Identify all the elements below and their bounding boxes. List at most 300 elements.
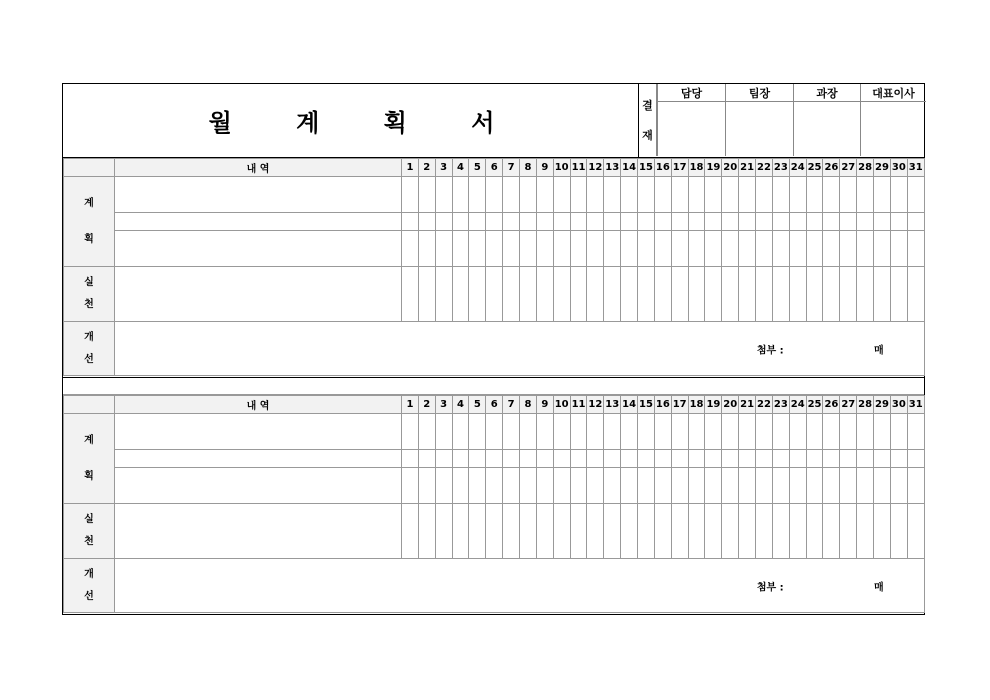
plan-day-cell[interactable]: [435, 177, 452, 213]
plan-day-cell[interactable]: [469, 450, 486, 468]
plan-day-cell[interactable]: [402, 468, 419, 504]
plan-day-cell[interactable]: [452, 231, 469, 267]
practice-day-cell[interactable]: [890, 504, 907, 559]
schedule-grid: [63, 158, 925, 376]
plan-day-cell[interactable]: [772, 213, 789, 231]
plan-day-cell[interactable]: [621, 414, 638, 450]
practice-day-cell[interactable]: [621, 504, 638, 559]
plan-day-cell[interactable]: [520, 468, 537, 504]
plan-day-cell[interactable]: [806, 468, 823, 504]
plan-day-cell[interactable]: [705, 177, 722, 213]
plan-day-cell[interactable]: [469, 213, 486, 231]
plan-day-cell[interactable]: [722, 213, 739, 231]
improve-content-cell[interactable]: [115, 559, 925, 613]
plan-day-cell[interactable]: [874, 468, 891, 504]
plan-day-cell[interactable]: [654, 177, 671, 213]
plan-day-cell[interactable]: [469, 468, 486, 504]
plan-day-cell[interactable]: [722, 177, 739, 213]
day-header: 11: [570, 396, 587, 414]
practice-day-cell[interactable]: [789, 267, 806, 322]
practice-day-cell[interactable]: [536, 504, 553, 559]
day-header: 21: [739, 396, 756, 414]
plan-day-cell[interactable]: [503, 177, 520, 213]
plan-day-cell[interactable]: [874, 414, 891, 450]
plan-day-cell[interactable]: [789, 414, 806, 450]
plan-label: 계 획: [64, 177, 115, 267]
plan-day-cell[interactable]: [756, 177, 773, 213]
practice-day-cell[interactable]: [705, 267, 722, 322]
practice-day-cell[interactable]: [688, 504, 705, 559]
plan-day-cell[interactable]: [722, 450, 739, 468]
plan-day-cell[interactable]: [570, 231, 587, 267]
plan-label: 계 획: [64, 414, 115, 504]
plan-day-cell[interactable]: [857, 231, 874, 267]
plan-day-cell[interactable]: [806, 450, 823, 468]
plan-day-cell[interactable]: [553, 468, 570, 504]
plan-day-cell[interactable]: [503, 414, 520, 450]
practice-day-cell[interactable]: [553, 504, 570, 559]
day-header: 15: [638, 159, 655, 177]
plan-day-cell[interactable]: [402, 414, 419, 450]
practice-day-cell[interactable]: [772, 267, 789, 322]
day-header: 10: [553, 159, 570, 177]
plan-day-cell[interactable]: [722, 231, 739, 267]
practice-day-cell[interactable]: [739, 504, 756, 559]
schedule-grid: [63, 395, 925, 613]
practice-label: 실 천: [64, 267, 115, 322]
plan-day-cell[interactable]: [890, 231, 907, 267]
practice-day-cell[interactable]: [418, 504, 435, 559]
plan-day-cell[interactable]: [402, 450, 419, 468]
plan-day-cell[interactable]: [756, 414, 773, 450]
plan-day-cell[interactable]: [739, 468, 756, 504]
plan-day-cell[interactable]: [857, 213, 874, 231]
plan-day-cell[interactable]: [840, 213, 857, 231]
day-header: 24: [789, 396, 806, 414]
plan-day-cell[interactable]: [806, 414, 823, 450]
plan-day-cell[interactable]: [621, 177, 638, 213]
practice-day-cell[interactable]: [452, 267, 469, 322]
plan-day-cell[interactable]: [486, 177, 503, 213]
practice-day-cell[interactable]: [840, 267, 857, 322]
practice-day-cell[interactable]: [402, 267, 419, 322]
plan-day-cell[interactable]: [840, 450, 857, 468]
approval-column-ceo[interactable]: [860, 84, 926, 156]
plan-day-cell[interactable]: [840, 231, 857, 267]
plan-day-cell[interactable]: [671, 213, 688, 231]
plan-day-cell[interactable]: [857, 468, 874, 504]
plan-day-cell[interactable]: [671, 177, 688, 213]
plan-day-cell[interactable]: [418, 450, 435, 468]
plan-day-cell[interactable]: [654, 231, 671, 267]
practice-day-cell[interactable]: [570, 504, 587, 559]
plan-day-cell[interactable]: [772, 414, 789, 450]
plan-day-cell[interactable]: [789, 450, 806, 468]
plan-day-cell[interactable]: [621, 450, 638, 468]
plan-day-cell[interactable]: [638, 468, 655, 504]
plan-day-cell[interactable]: [452, 468, 469, 504]
plan-day-cell[interactable]: [604, 414, 621, 450]
plan-day-cell[interactable]: [452, 414, 469, 450]
plan-day-cell[interactable]: [621, 213, 638, 231]
practice-row: [64, 267, 925, 322]
practice-day-cell[interactable]: [553, 267, 570, 322]
approval-column-manager[interactable]: [793, 84, 860, 156]
plan-day-cell[interactable]: [553, 177, 570, 213]
practice-day-cell[interactable]: [654, 504, 671, 559]
plan-day-cell[interactable]: [840, 177, 857, 213]
plan-day-cell[interactable]: [452, 450, 469, 468]
plan-day-cell[interactable]: [823, 468, 840, 504]
plan-day-cell[interactable]: [418, 177, 435, 213]
page-title: 월 계 획 서: [208, 109, 523, 137]
practice-day-cell[interactable]: [739, 267, 756, 322]
plan-day-cell[interactable]: [789, 231, 806, 267]
plan-day-cell[interactable]: [739, 231, 756, 267]
plan-day-cell[interactable]: [857, 450, 874, 468]
plan-day-cell[interactable]: [604, 231, 621, 267]
plan-content-cell[interactable]: [115, 414, 402, 450]
plan-day-cell[interactable]: [823, 213, 840, 231]
plan-day-cell[interactable]: [890, 414, 907, 450]
plan-day-cell[interactable]: [654, 468, 671, 504]
attachment-label: 첨부 :: [756, 582, 784, 593]
day-header: 6: [486, 159, 503, 177]
plan-day-cell[interactable]: [671, 414, 688, 450]
plan-day-cell[interactable]: [570, 213, 587, 231]
plan-day-cell[interactable]: [418, 468, 435, 504]
plan-day-cell[interactable]: [638, 450, 655, 468]
practice-day-cell[interactable]: [418, 267, 435, 322]
plan-day-cell[interactable]: [486, 450, 503, 468]
plan-day-cell[interactable]: [587, 213, 604, 231]
plan-day-cell[interactable]: [418, 414, 435, 450]
plan-day-cell[interactable]: [907, 468, 924, 504]
plan-day-cell[interactable]: [654, 213, 671, 231]
plan-day-cell[interactable]: [823, 177, 840, 213]
plan-day-cell[interactable]: [435, 450, 452, 468]
practice-day-cell[interactable]: [587, 504, 604, 559]
plan-day-cell[interactable]: [688, 450, 705, 468]
plan-day-cell[interactable]: [604, 468, 621, 504]
title-area: [63, 84, 638, 157]
practice-day-cell[interactable]: [789, 504, 806, 559]
practice-day-cell[interactable]: [486, 504, 503, 559]
plan-day-cell[interactable]: [722, 414, 739, 450]
plan-day-cell[interactable]: [638, 231, 655, 267]
plan-day-cell[interactable]: [520, 231, 537, 267]
plan-day-cell[interactable]: [705, 213, 722, 231]
improve-content-cell[interactable]: [115, 322, 925, 376]
plan-day-cell[interactable]: [890, 450, 907, 468]
plan-day-cell[interactable]: [503, 231, 520, 267]
plan-day-cell[interactable]: [840, 414, 857, 450]
practice-day-cell[interactable]: [520, 504, 537, 559]
content-header: 내 역: [115, 396, 402, 414]
plan-day-cell[interactable]: [587, 231, 604, 267]
attachment-count-label: 매: [873, 345, 884, 356]
practice-day-cell[interactable]: [874, 504, 891, 559]
practice-day-cell[interactable]: [874, 267, 891, 322]
plan-day-cell[interactable]: [452, 213, 469, 231]
practice-day-cell[interactable]: [587, 267, 604, 322]
practice-day-cell[interactable]: [638, 267, 655, 322]
plan-day-cell[interactable]: [469, 177, 486, 213]
plan-day-cell[interactable]: [739, 450, 756, 468]
plan-day-cell[interactable]: [823, 450, 840, 468]
practice-day-cell[interactable]: [857, 267, 874, 322]
practice-content-cell[interactable]: [115, 267, 402, 322]
plan-day-cell[interactable]: [570, 177, 587, 213]
practice-day-cell[interactable]: [469, 504, 486, 559]
practice-day-cell[interactable]: [452, 504, 469, 559]
plan-day-cell[interactable]: [705, 231, 722, 267]
plan-day-cell[interactable]: [469, 414, 486, 450]
practice-day-cell[interactable]: [890, 267, 907, 322]
improve-label: 개 선: [64, 559, 115, 613]
practice-day-cell[interactable]: [536, 267, 553, 322]
plan-day-cell[interactable]: [452, 177, 469, 213]
plan-day-cell[interactable]: [890, 213, 907, 231]
day-header: 26: [823, 396, 840, 414]
plan-day-cell[interactable]: [874, 450, 891, 468]
plan-day-cell[interactable]: [435, 414, 452, 450]
plan-day-cell[interactable]: [503, 450, 520, 468]
practice-day-cell[interactable]: [671, 504, 688, 559]
plan-day-cell[interactable]: [553, 450, 570, 468]
plan-day-cell[interactable]: [654, 450, 671, 468]
day-header: 1: [402, 159, 419, 177]
plan-day-cell[interactable]: [688, 468, 705, 504]
plan-day-cell[interactable]: [486, 414, 503, 450]
approval-box: [638, 84, 926, 157]
approval-column-staff[interactable]: [657, 84, 725, 156]
plan-day-cell[interactable]: [486, 231, 503, 267]
plan-day-cell[interactable]: [756, 450, 773, 468]
plan-day-cell[interactable]: [520, 213, 537, 231]
plan-day-cell[interactable]: [857, 414, 874, 450]
plan-day-cell[interactable]: [435, 468, 452, 504]
plan-day-cell[interactable]: [536, 213, 553, 231]
plan-day-cell[interactable]: [587, 468, 604, 504]
day-header: 19: [705, 159, 722, 177]
plan-day-cell[interactable]: [756, 468, 773, 504]
plan-day-cell[interactable]: [789, 468, 806, 504]
plan-day-cell[interactable]: [874, 213, 891, 231]
plan-day-cell[interactable]: [722, 468, 739, 504]
plan-content-cell[interactable]: [115, 177, 402, 213]
plan-day-cell[interactable]: [402, 231, 419, 267]
plan-day-cell[interactable]: [756, 231, 773, 267]
plan-day-cell[interactable]: [587, 177, 604, 213]
plan-row: [64, 177, 925, 213]
plan-day-cell[interactable]: [503, 213, 520, 231]
plan-day-cell[interactable]: [772, 450, 789, 468]
plan-day-cell[interactable]: [621, 231, 638, 267]
practice-day-cell[interactable]: [806, 267, 823, 322]
plan-day-cell[interactable]: [688, 231, 705, 267]
practice-day-cell[interactable]: [638, 504, 655, 559]
plan-day-cell[interactable]: [536, 177, 553, 213]
plan-day-cell[interactable]: [840, 468, 857, 504]
plan-row: [64, 450, 925, 468]
plan-day-cell[interactable]: [772, 177, 789, 213]
plan-day-cell[interactable]: [739, 213, 756, 231]
plan-content-cell[interactable]: [115, 213, 402, 231]
day-header: 4: [452, 159, 469, 177]
practice-day-cell[interactable]: [688, 267, 705, 322]
plan-day-cell[interactable]: [418, 231, 435, 267]
plan-day-cell[interactable]: [671, 468, 688, 504]
plan-day-cell[interactable]: [536, 450, 553, 468]
plan-day-cell[interactable]: [536, 414, 553, 450]
plan-day-cell[interactable]: [806, 231, 823, 267]
day-header: 28: [857, 159, 874, 177]
plan-day-cell[interactable]: [486, 468, 503, 504]
practice-day-cell[interactable]: [520, 267, 537, 322]
plan-day-cell[interactable]: [469, 231, 486, 267]
plan-day-cell[interactable]: [907, 450, 924, 468]
plan-day-cell[interactable]: [402, 213, 419, 231]
plan-day-cell[interactable]: [772, 468, 789, 504]
plan-day-cell[interactable]: [435, 231, 452, 267]
plan-day-cell[interactable]: [907, 177, 924, 213]
plan-content-cell[interactable]: [115, 231, 402, 267]
plan-day-cell[interactable]: [621, 468, 638, 504]
plan-day-cell[interactable]: [874, 177, 891, 213]
plan-day-cell[interactable]: [739, 177, 756, 213]
plan-day-cell[interactable]: [536, 231, 553, 267]
plan-day-cell[interactable]: [638, 213, 655, 231]
plan-day-cell[interactable]: [857, 177, 874, 213]
plan-day-cell[interactable]: [520, 450, 537, 468]
day-header: 16: [654, 396, 671, 414]
plan-day-cell[interactable]: [654, 414, 671, 450]
day-header: 13: [604, 396, 621, 414]
plan-day-cell[interactable]: [604, 213, 621, 231]
plan-day-cell[interactable]: [789, 213, 806, 231]
plan-day-cell[interactable]: [705, 450, 722, 468]
practice-day-cell[interactable]: [654, 267, 671, 322]
plan-day-cell[interactable]: [604, 177, 621, 213]
plan-day-cell[interactable]: [705, 414, 722, 450]
practice-day-cell[interactable]: [907, 504, 924, 559]
practice-day-cell[interactable]: [907, 267, 924, 322]
plan-day-cell[interactable]: [553, 414, 570, 450]
practice-day-cell[interactable]: [772, 504, 789, 559]
practice-day-cell[interactable]: [823, 267, 840, 322]
plan-day-cell[interactable]: [570, 450, 587, 468]
day-header: 23: [772, 396, 789, 414]
plan-day-cell[interactable]: [806, 177, 823, 213]
practice-day-cell[interactable]: [503, 504, 520, 559]
plan-day-cell[interactable]: [907, 213, 924, 231]
content-header: 내 역: [115, 159, 402, 177]
plan-day-cell[interactable]: [520, 414, 537, 450]
plan-day-cell[interactable]: [638, 414, 655, 450]
practice-day-cell[interactable]: [705, 504, 722, 559]
plan-day-cell[interactable]: [638, 177, 655, 213]
practice-day-cell[interactable]: [671, 267, 688, 322]
header-row: [64, 396, 925, 414]
practice-day-cell[interactable]: [435, 504, 452, 559]
day-header: 25: [806, 396, 823, 414]
practice-day-cell[interactable]: [604, 267, 621, 322]
plan-day-cell[interactable]: [435, 213, 452, 231]
practice-day-cell[interactable]: [503, 267, 520, 322]
plan-day-cell[interactable]: [402, 177, 419, 213]
plan-day-cell[interactable]: [705, 468, 722, 504]
plan-day-cell[interactable]: [520, 177, 537, 213]
plan-day-cell[interactable]: [789, 177, 806, 213]
practice-day-cell[interactable]: [840, 504, 857, 559]
approval-column-header: 과장: [794, 84, 860, 102]
practice-day-cell[interactable]: [857, 504, 874, 559]
plan-day-cell[interactable]: [486, 213, 503, 231]
plan-day-cell[interactable]: [587, 450, 604, 468]
plan-day-cell[interactable]: [890, 468, 907, 504]
practice-day-cell[interactable]: [621, 267, 638, 322]
plan-day-cell[interactable]: [907, 414, 924, 450]
plan-content-cell[interactable]: [115, 468, 402, 504]
plan-day-cell[interactable]: [823, 414, 840, 450]
plan-day-cell[interactable]: [570, 414, 587, 450]
plan-day-cell[interactable]: [503, 468, 520, 504]
plan-day-cell[interactable]: [553, 213, 570, 231]
plan-content-cell[interactable]: [115, 450, 402, 468]
plan-day-cell[interactable]: [671, 231, 688, 267]
plan-day-cell[interactable]: [874, 231, 891, 267]
practice-day-cell[interactable]: [604, 504, 621, 559]
practice-day-cell[interactable]: [402, 504, 419, 559]
day-header: 25: [806, 159, 823, 177]
practice-day-cell[interactable]: [722, 267, 739, 322]
practice-day-cell[interactable]: [486, 267, 503, 322]
plan-day-cell[interactable]: [536, 468, 553, 504]
practice-day-cell[interactable]: [756, 504, 773, 559]
plan-day-cell[interactable]: [570, 468, 587, 504]
plan-day-cell[interactable]: [688, 414, 705, 450]
plan-day-cell[interactable]: [756, 213, 773, 231]
day-header: 4: [452, 396, 469, 414]
practice-day-cell[interactable]: [435, 267, 452, 322]
plan-day-cell[interactable]: [688, 177, 705, 213]
plan-day-cell[interactable]: [890, 177, 907, 213]
plan-day-cell[interactable]: [806, 213, 823, 231]
practice-content-cell[interactable]: [115, 504, 402, 559]
practice-day-cell[interactable]: [469, 267, 486, 322]
practice-day-cell[interactable]: [823, 504, 840, 559]
practice-day-cell[interactable]: [756, 267, 773, 322]
practice-day-cell[interactable]: [806, 504, 823, 559]
plan-day-cell[interactable]: [772, 231, 789, 267]
day-header: 5: [469, 159, 486, 177]
plan-day-cell[interactable]: [587, 414, 604, 450]
plan-day-cell[interactable]: [739, 414, 756, 450]
practice-day-cell[interactable]: [722, 504, 739, 559]
practice-day-cell[interactable]: [570, 267, 587, 322]
approval-label: [639, 84, 657, 156]
plan-day-cell[interactable]: [604, 450, 621, 468]
day-header: 9: [536, 159, 553, 177]
plan-day-cell[interactable]: [823, 231, 840, 267]
approval-column-team-leader[interactable]: [725, 84, 793, 156]
plan-day-cell[interactable]: [688, 213, 705, 231]
plan-day-cell[interactable]: [418, 213, 435, 231]
plan-day-cell[interactable]: [553, 231, 570, 267]
plan-day-cell[interactable]: [671, 450, 688, 468]
plan-day-cell[interactable]: [907, 231, 924, 267]
